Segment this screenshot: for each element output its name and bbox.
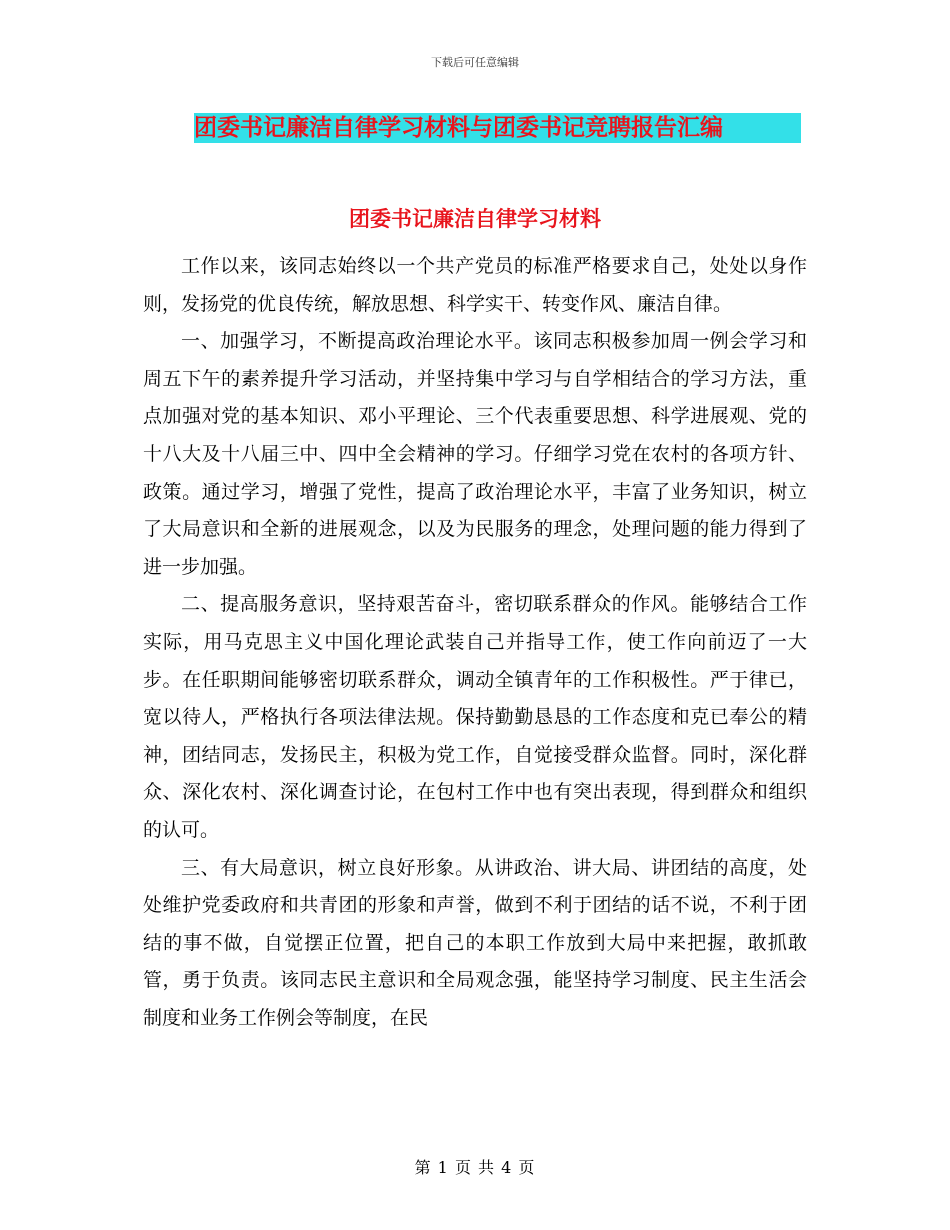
document-body (143, 248, 807, 1037)
paragraph-service: 二、提高服务意识，坚持艰苦奋斗，密切联系群众的作风。能够结合工作实际，用马克思主义中国化理论武装自己并指导工作，使工作向前迈了一大步。在任职期间能够密切联系群众，调动全镇青年的工作积极性。严于律已，宽以待人，严格执行各项法律法规。保持勤勤恳恳的工作态度和克已奉公的精神，团结同志，发扬民主，积极为党工作，自觉接受群众监督。同时，深化群众、深化农村、深化调查讨论，在包村工作中也有突出表现，得到群众和组织的认可。 (143, 593, 807, 841)
document-title: 团委书记廉洁自律学习材料与团委书记竞聘报告汇编 (194, 113, 801, 143)
page-number-footer: 第 1 页 共 4 页 (414, 1158, 536, 1177)
paragraph-overall: 三、有大局意识，树立良好形象。从讲政治、讲大局、讲团结的高度，处处维护党委政府和共青团的形象和声誉，做到不利于团结的话不说，不利于团结的事不做，自觉摆正位置，把自己的本职工作放到大局中来把握，敢抓敢管，勇于负责。该同志民主意识和全局观念强，能坚持学习制度、民主生活会制度和业务工作例会等制度，在民 (143, 856, 807, 1029)
section-title: 团委书记廉洁自律学习材料 (349, 207, 601, 231)
paragraph-intro: 工作以来，该同志始终以一个共产党员的标准严格要求自己，处处以身作则，发扬党的优良传统，解放思想、科学实干、转变作风、廉洁自律。 (143, 255, 807, 315)
paragraph-study: 一、加强学习，不断提高政治理论水平。该同志积极参加周一例会学习和周五下午的素养提升学习活动，并坚持集中学习与自学相结合的学习方法，重点加强对党的基本知识、邓小平理论、三个代表重要思想、科学进展观、党的十八大及十八届三中、四中全会精神的学习。仔细学习党在农村的各项方针、政策。通过学习，增强了党性，提高了政治理论水平，丰富了业务知识，树立了大局意识和全新的进展观念，以及为民服务的理念，处理问题的能力得到了进一步加强。 (143, 330, 807, 578)
page-header-note: 下载后可任意编辑 (431, 56, 519, 69)
